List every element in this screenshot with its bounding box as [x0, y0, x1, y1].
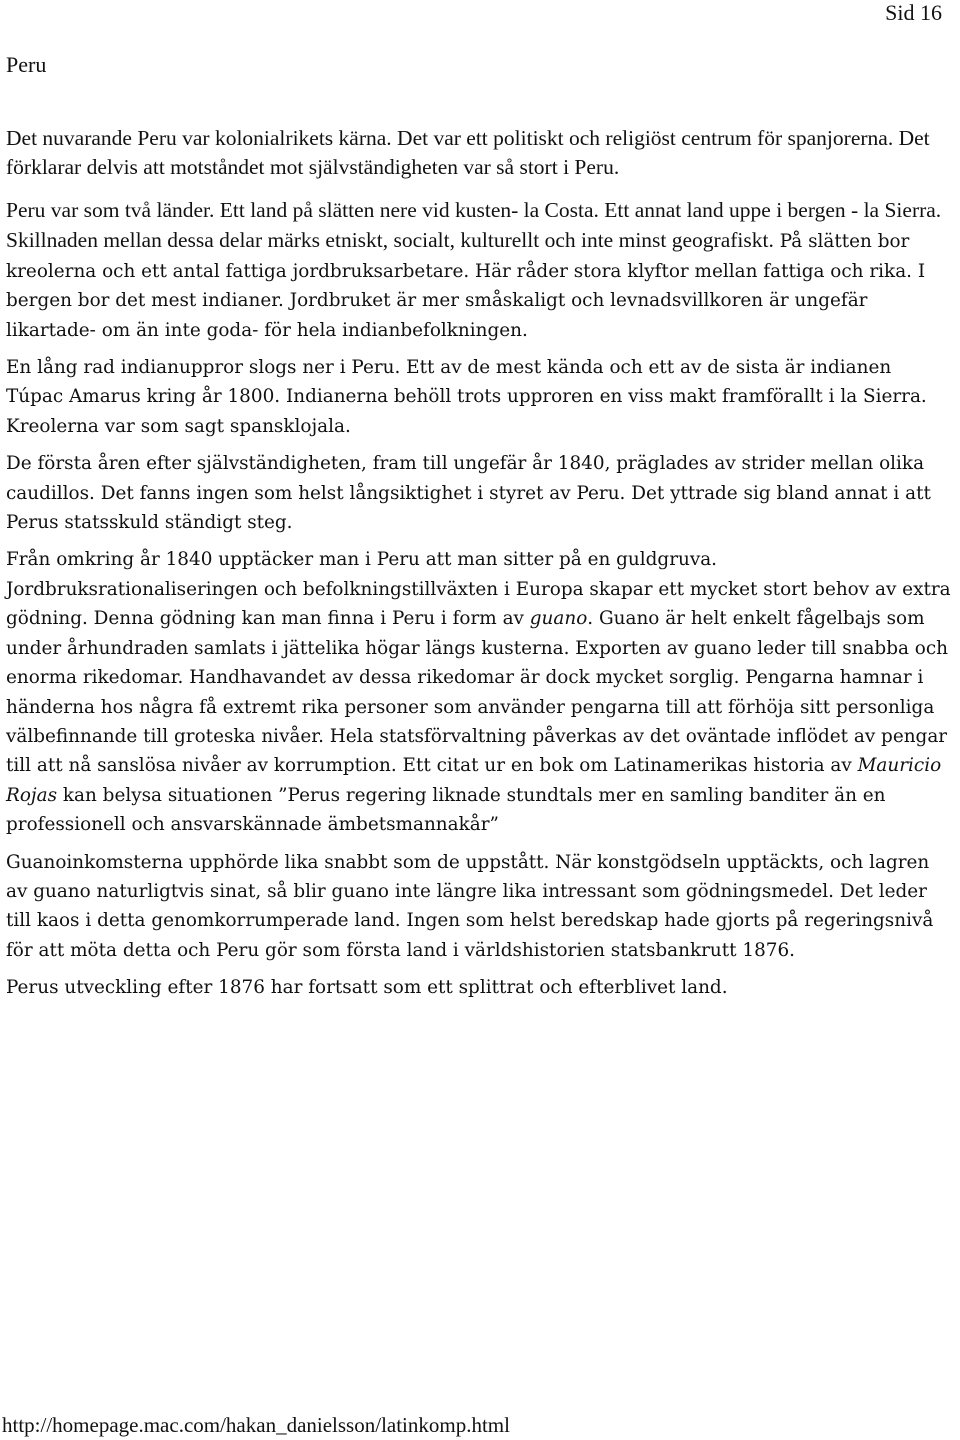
guano-text-1: Från omkring år 1840 upptäcker man i Peru att man sitter på en guldgruva. Jordbruksrationaliseringen och befolkningstillväxten i Europa skapar ett mycket stort behov av extra gödning. Denna gödning kan man finna i Peru i form av: [6, 549, 951, 630]
paragraph-two-lands-start: Peru var som två länder. Ett land på slätten nere vid kusten- la Costa. Ett annat land uppe i bergen - la Sierra. Skillnaden mellan dessa delar märks etniskt, socialt, kulturellt och inte minst geografiskt.: [6, 198, 942, 253]
page-title: Peru: [6, 52, 47, 77]
guano-term: guano: [529, 608, 588, 630]
guano-text-2: . Guano är helt enkelt fågelbajs som under århundraden samlats i jättelika högar längs kusterna. Exporten av guano leder till snabba och enorma rikedomar. Handhavandet av dessa rikedomar är dock mycket sorglig. Pengarna hamnar i händerna hos några få extremt rika personer som använder pengarna till att förhöja sitt personliga välbefinnande till groteska nivåer. Hela statsförvaltning påverkas av det oväntade inflödet av pengar till att nå sanslösa nivåer av korrumption. Ett citat ur en bok om Latinamerikas historia av: [6, 608, 949, 777]
paragraph-caudillos: De första åren efter självständigheten, fram till ungefär år 1840, präglades av strider mellan olika caudillos. Det fanns ingen som helst långsiktighet i styret av Peru. Det yttrade sig bland annat i att Perus statsskuld ständigt steg.: [6, 453, 931, 534]
intro-paragraph: Det nuvarande Peru var kolonialrikets kärna. Det var ett politiskt och religiöst centrum för spanjorerna. Det förklarar delvis att motståndet mot självständigheten var så stort i Peru.: [6, 126, 930, 179]
guano-quote: kan belysa situationen ”Perus regering liknade stundtals mer en samling banditer än en professionell och ansvarskännade ämbetsmannakår”: [6, 784, 886, 836]
paragraph-two-lands: [6, 196, 954, 345]
page-number: Sid 16: [885, 0, 942, 25]
paragraph-uprisings: En lång rad indianuppror slogs ner i Peru. Ett av de mest kända och ett av de sista är indianen Túpac Amarus kring år 1800. Indianerna behöll trots upproren en viss makt framförallt i la Sierra. Kreolerna var som sagt spansklojala.: [6, 357, 927, 437]
author-name: Mauricio Rojas: [6, 755, 942, 806]
footer-url: http://homepage.mac.com/hakan_danielsson/latinkomp.html: [2, 1413, 510, 1437]
paragraph-two-lands-rest: På slätten bor kreolerna och ett antal fattiga jordbruksarbetare. Här råder stora klyftor mellan fattiga och rika. I bergen bor det mest indianer. Jordbruket är mer småskaligt och levnadsvillkoren är ungefär likartade- om än inte goda- för hela indianbefolkningen.: [6, 231, 926, 341]
paragraph-conclusion: Perus utveckling efter 1876 har fortsatt som ett splittrat och efterblivet land.: [6, 977, 728, 999]
paragraph-guano: [6, 545, 954, 839]
paragraph-bankruptcy: Guanoinkomsterna upphörde lika snabbt som de uppstått. När konstgödseln upptäckts, och lagren av guano naturligtvis sinat, så blir guano inte längre lika intressant som gödningsmedel. Det leder till kaos i detta genomkorrumperade land. Ingen som helst beredskap hade gjorts på regeringsnivå för att möta detta och Peru gör som första land i världshistorien statsbankrutt 1876.: [6, 851, 934, 961]
article-body: [6, 196, 954, 1011]
